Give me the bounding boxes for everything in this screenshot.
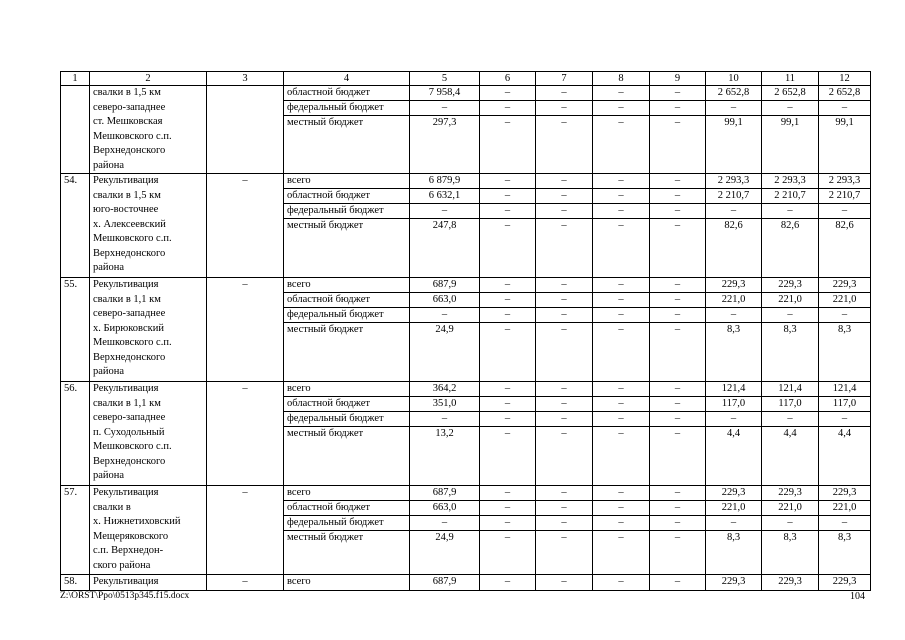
- value-cell: 229,3: [706, 278, 762, 293]
- value-cell: –: [650, 501, 706, 516]
- funding-source-cell: федеральный бюджет: [284, 101, 410, 116]
- column-number-cell: 3: [207, 72, 284, 86]
- value-cell: 2 293,3: [706, 174, 762, 189]
- value-cell: –: [536, 531, 593, 575]
- value-cell: 687,9: [410, 486, 480, 501]
- value-cell: –: [480, 204, 536, 219]
- item-name-line: района: [93, 159, 125, 171]
- value-cell: 687,9: [410, 278, 480, 293]
- value-cell: –: [593, 293, 650, 308]
- item-name-line: свалки в 1,5 км: [93, 189, 161, 201]
- value-cell: 8,3: [706, 323, 762, 382]
- value-cell: –: [480, 189, 536, 204]
- value-cell: –: [480, 412, 536, 427]
- value-cell: –: [819, 101, 871, 116]
- value-cell: –: [706, 204, 762, 219]
- value-cell: 121,4: [762, 382, 819, 397]
- value-cell: 8,3: [819, 531, 871, 575]
- value-cell: –: [650, 293, 706, 308]
- value-cell: –: [819, 308, 871, 323]
- value-cell: 2 652,8: [819, 86, 871, 101]
- value-cell: 221,0: [762, 501, 819, 516]
- value-cell: –: [762, 308, 819, 323]
- value-cell: –: [762, 412, 819, 427]
- value-cell: 4,4: [762, 427, 819, 486]
- funding-source-cell: областной бюджет: [284, 86, 410, 101]
- funding-source-cell: областной бюджет: [284, 501, 410, 516]
- value-cell: –: [480, 516, 536, 531]
- table-row: [61, 575, 871, 591]
- value-cell: –: [593, 116, 650, 174]
- column-number-cell: 2: [90, 72, 207, 86]
- value-cell: –: [593, 174, 650, 189]
- value-cell: –: [650, 531, 706, 575]
- funding-source-cell: местный бюджет: [284, 219, 410, 278]
- value-cell: –: [480, 308, 536, 323]
- value-cell: –: [650, 308, 706, 323]
- value-cell: 6 879,9: [410, 174, 480, 189]
- item-name-line: Верхнедонского: [93, 145, 166, 156]
- funding-source-cell: всего: [284, 278, 410, 293]
- item-name-line: свалки в 1,1 км: [93, 397, 161, 409]
- value-cell: –: [536, 323, 593, 382]
- value-cell: –: [593, 101, 650, 116]
- value-cell: 13,2: [410, 427, 480, 486]
- value-cell: –: [650, 219, 706, 278]
- column-number-cell: 8: [593, 72, 650, 86]
- value-cell: –: [593, 531, 650, 575]
- value-cell: –: [480, 397, 536, 412]
- value-cell: 687,9: [410, 575, 480, 591]
- item-number-cell: 55.: [61, 278, 90, 382]
- item-name-line: свалки в: [93, 501, 131, 513]
- value-cell: 229,3: [762, 575, 819, 591]
- funding-source-cell: всего: [284, 382, 410, 397]
- value-cell: –: [480, 278, 536, 293]
- value-cell: –: [480, 531, 536, 575]
- value-cell: –: [650, 412, 706, 427]
- item-name-line: Мешковского с.п.: [93, 233, 172, 244]
- value-cell: –: [593, 278, 650, 293]
- value-cell: 2 652,8: [762, 86, 819, 101]
- item-name-line: х. Алексеевский: [93, 218, 166, 230]
- value-cell: 247,8: [410, 219, 480, 278]
- item-name-line: Рекультивация: [93, 175, 159, 186]
- value-cell: –: [480, 486, 536, 501]
- value-cell: –: [536, 397, 593, 412]
- funding-source-cell: местный бюджет: [284, 531, 410, 575]
- value-cell: 297,3: [410, 116, 480, 174]
- item-number-cell: [61, 86, 90, 174]
- item-name-line: Рекультивация: [93, 383, 159, 394]
- value-cell: 229,3: [706, 486, 762, 501]
- value-cell: –: [536, 501, 593, 516]
- table-row: [61, 278, 871, 293]
- value-cell: –: [536, 116, 593, 174]
- table-row: [61, 382, 871, 397]
- value-cell: –: [536, 101, 593, 116]
- value-cell: –: [536, 293, 593, 308]
- value-cell: 6 632,1: [410, 189, 480, 204]
- item-name-line: Мещеряковского: [93, 530, 169, 542]
- value-cell: –: [593, 516, 650, 531]
- value-cell: –: [650, 278, 706, 293]
- value-cell: –: [819, 516, 871, 531]
- value-cell: 229,3: [819, 575, 871, 591]
- item-name-line: с.п. Верхнедон-: [93, 545, 164, 556]
- column-number-row: [61, 72, 871, 86]
- funding-source-cell: федеральный бюджет: [284, 412, 410, 427]
- column-number-cell: 4: [284, 72, 410, 86]
- value-cell: –: [536, 278, 593, 293]
- value-cell: –: [410, 101, 480, 116]
- item-name-cell: [90, 486, 207, 575]
- table-row: [61, 486, 871, 501]
- page-number: 104: [850, 591, 865, 602]
- value-cell: –: [650, 397, 706, 412]
- value-cell: 8,3: [762, 323, 819, 382]
- value-cell: –: [650, 382, 706, 397]
- value-cell: 229,3: [762, 278, 819, 293]
- funding-source-cell: всего: [284, 575, 410, 591]
- value-cell: 82,6: [706, 219, 762, 278]
- item-name-line: Мешковского с.п.: [93, 441, 172, 452]
- value-cell: –: [650, 174, 706, 189]
- value-cell: –: [480, 575, 536, 591]
- value-cell: –: [593, 412, 650, 427]
- value-cell: –: [536, 486, 593, 501]
- value-cell: –: [410, 516, 480, 531]
- value-cell: 4,4: [706, 427, 762, 486]
- value-cell: –: [706, 516, 762, 531]
- column-number-cell: 12: [819, 72, 871, 86]
- value-cell: –: [762, 101, 819, 116]
- value-cell: –: [536, 412, 593, 427]
- column-number-cell: 9: [650, 72, 706, 86]
- table-row: [61, 174, 871, 189]
- funding-source-cell: федеральный бюджет: [284, 516, 410, 531]
- value-cell: –: [480, 86, 536, 101]
- item-name-cell: [90, 86, 207, 174]
- funding-source-cell: областной бюджет: [284, 189, 410, 204]
- value-cell: –: [536, 516, 593, 531]
- item-name-cell: [90, 382, 207, 486]
- column-number-cell: 11: [762, 72, 819, 86]
- value-cell: 351,0: [410, 397, 480, 412]
- item-number-cell: 54.: [61, 174, 90, 278]
- item-name-line: юго-восточнее: [93, 204, 159, 215]
- value-cell: 8,3: [762, 531, 819, 575]
- item-name-cell: [90, 174, 207, 278]
- value-cell: –: [650, 204, 706, 219]
- value-cell: 2 210,7: [762, 189, 819, 204]
- value-cell: 117,0: [819, 397, 871, 412]
- value-cell: –: [650, 427, 706, 486]
- funding-source-cell: федеральный бюджет: [284, 308, 410, 323]
- value-cell: 229,3: [819, 486, 871, 501]
- value-cell: –: [762, 516, 819, 531]
- column-number-cell: 7: [536, 72, 593, 86]
- item-name-line: х. Нижнетиховский: [93, 516, 181, 527]
- value-cell: 663,0: [410, 501, 480, 516]
- value-cell: –: [536, 427, 593, 486]
- value-cell: –: [536, 308, 593, 323]
- value-cell: –: [536, 575, 593, 591]
- item-number-cell: 56.: [61, 382, 90, 486]
- value-cell: –: [762, 204, 819, 219]
- funding-source-cell: местный бюджет: [284, 323, 410, 382]
- value-cell: –: [593, 486, 650, 501]
- value-cell: 82,6: [819, 219, 871, 278]
- value-cell: –: [536, 204, 593, 219]
- value-cell: –: [536, 174, 593, 189]
- item-name-line: свалки в 1,1 км: [93, 293, 161, 305]
- item-name-line: района: [93, 470, 125, 481]
- value-cell: –: [819, 412, 871, 427]
- col3-cell: –: [207, 278, 284, 382]
- value-cell: –: [819, 204, 871, 219]
- funding-source-cell: всего: [284, 486, 410, 501]
- value-cell: –: [410, 412, 480, 427]
- item-name-line: северо-западнее: [93, 308, 166, 319]
- item-name-line: района: [93, 366, 125, 377]
- value-cell: 121,4: [819, 382, 871, 397]
- value-cell: –: [480, 174, 536, 189]
- value-cell: –: [480, 427, 536, 486]
- value-cell: 24,9: [410, 531, 480, 575]
- value-cell: –: [593, 575, 650, 591]
- value-cell: –: [480, 101, 536, 116]
- value-cell: 117,0: [762, 397, 819, 412]
- table-row: [61, 86, 871, 101]
- item-name-line: северо-западнее: [93, 412, 166, 423]
- value-cell: –: [410, 204, 480, 219]
- item-name-line: северо-западнее: [93, 101, 166, 113]
- value-cell: –: [480, 293, 536, 308]
- value-cell: –: [593, 189, 650, 204]
- value-cell: 99,1: [706, 116, 762, 174]
- item-name-line: ского района: [93, 559, 151, 571]
- funding-source-cell: всего: [284, 174, 410, 189]
- value-cell: 663,0: [410, 293, 480, 308]
- col3-cell: –: [207, 174, 284, 278]
- item-name-line: Рекультивация: [93, 487, 159, 498]
- col3-cell: –: [207, 486, 284, 575]
- value-cell: –: [593, 323, 650, 382]
- value-cell: 2 293,3: [762, 174, 819, 189]
- value-cell: 2 210,7: [819, 189, 871, 204]
- item-name-line: Верхнедонского: [93, 455, 166, 467]
- value-cell: 364,2: [410, 382, 480, 397]
- value-cell: 2 293,3: [819, 174, 871, 189]
- value-cell: –: [593, 427, 650, 486]
- column-number-cell: 6: [480, 72, 536, 86]
- value-cell: 221,0: [762, 293, 819, 308]
- value-cell: 121,4: [706, 382, 762, 397]
- value-cell: 221,0: [706, 293, 762, 308]
- item-name-line: п. Суходольный: [93, 426, 165, 438]
- file-path: Z:\ORST\Ppo\0513p345.f15.docx: [60, 591, 190, 601]
- value-cell: 4,4: [819, 427, 871, 486]
- value-cell: –: [650, 323, 706, 382]
- value-cell: –: [480, 382, 536, 397]
- value-cell: 221,0: [819, 293, 871, 308]
- value-cell: –: [593, 219, 650, 278]
- value-cell: –: [650, 86, 706, 101]
- value-cell: 7 958,4: [410, 86, 480, 101]
- value-cell: –: [536, 219, 593, 278]
- funding-source-cell: местный бюджет: [284, 116, 410, 174]
- value-cell: –: [536, 86, 593, 101]
- value-cell: –: [593, 501, 650, 516]
- value-cell: 229,3: [706, 575, 762, 591]
- item-name-line: Рекультивация: [93, 279, 159, 290]
- value-cell: 99,1: [762, 116, 819, 174]
- item-name-line: ст. Мешковская: [93, 116, 163, 127]
- value-cell: –: [650, 116, 706, 174]
- item-number-cell: 57.: [61, 486, 90, 575]
- value-cell: –: [706, 412, 762, 427]
- item-name-line: Верхнедонского: [93, 247, 166, 259]
- value-cell: 99,1: [819, 116, 871, 174]
- value-cell: –: [650, 516, 706, 531]
- item-name-line: х. Бирюковский: [93, 322, 164, 334]
- value-cell: 24,9: [410, 323, 480, 382]
- value-cell: –: [650, 189, 706, 204]
- item-name-line: района: [93, 262, 125, 273]
- value-cell: –: [593, 397, 650, 412]
- value-cell: –: [410, 308, 480, 323]
- value-cell: –: [480, 219, 536, 278]
- value-cell: –: [593, 204, 650, 219]
- item-name-line: Мешковского с.п.: [93, 130, 172, 142]
- value-cell: 221,0: [706, 501, 762, 516]
- value-cell: –: [593, 86, 650, 101]
- item-name-line: свалки в 1,5 км: [93, 87, 161, 98]
- value-cell: –: [480, 116, 536, 174]
- value-cell: –: [536, 382, 593, 397]
- value-cell: 2 652,8: [706, 86, 762, 101]
- col3-cell: –: [207, 382, 284, 486]
- value-cell: –: [593, 382, 650, 397]
- table-body: [61, 72, 871, 591]
- column-number-cell: 1: [61, 72, 90, 86]
- value-cell: 229,3: [762, 486, 819, 501]
- col3-cell: –: [207, 575, 284, 591]
- budget-table: [60, 71, 871, 591]
- value-cell: 229,3: [819, 278, 871, 293]
- item-number-cell: 58.: [61, 575, 90, 591]
- value-cell: –: [650, 575, 706, 591]
- column-number-cell: 10: [706, 72, 762, 86]
- value-cell: –: [593, 308, 650, 323]
- item-name-cell: Рекультивация: [90, 575, 207, 591]
- value-cell: –: [706, 101, 762, 116]
- col3-cell: [207, 86, 284, 174]
- funding-source-cell: областной бюджет: [284, 293, 410, 308]
- item-name-line: Верхнедонского: [93, 351, 166, 363]
- value-cell: –: [480, 323, 536, 382]
- value-cell: –: [706, 308, 762, 323]
- value-cell: –: [650, 101, 706, 116]
- value-cell: –: [536, 189, 593, 204]
- value-cell: 8,3: [819, 323, 871, 382]
- value-cell: 117,0: [706, 397, 762, 412]
- column-number-cell: 5: [410, 72, 480, 86]
- value-cell: –: [480, 501, 536, 516]
- funding-source-cell: федеральный бюджет: [284, 204, 410, 219]
- funding-source-cell: местный бюджет: [284, 427, 410, 486]
- value-cell: –: [650, 486, 706, 501]
- value-cell: 82,6: [762, 219, 819, 278]
- item-name-cell: [90, 278, 207, 382]
- value-cell: 8,3: [706, 531, 762, 575]
- funding-source-cell: областной бюджет: [284, 397, 410, 412]
- item-name-line: Мешковского с.п.: [93, 337, 172, 348]
- value-cell: 2 210,7: [706, 189, 762, 204]
- value-cell: 221,0: [819, 501, 871, 516]
